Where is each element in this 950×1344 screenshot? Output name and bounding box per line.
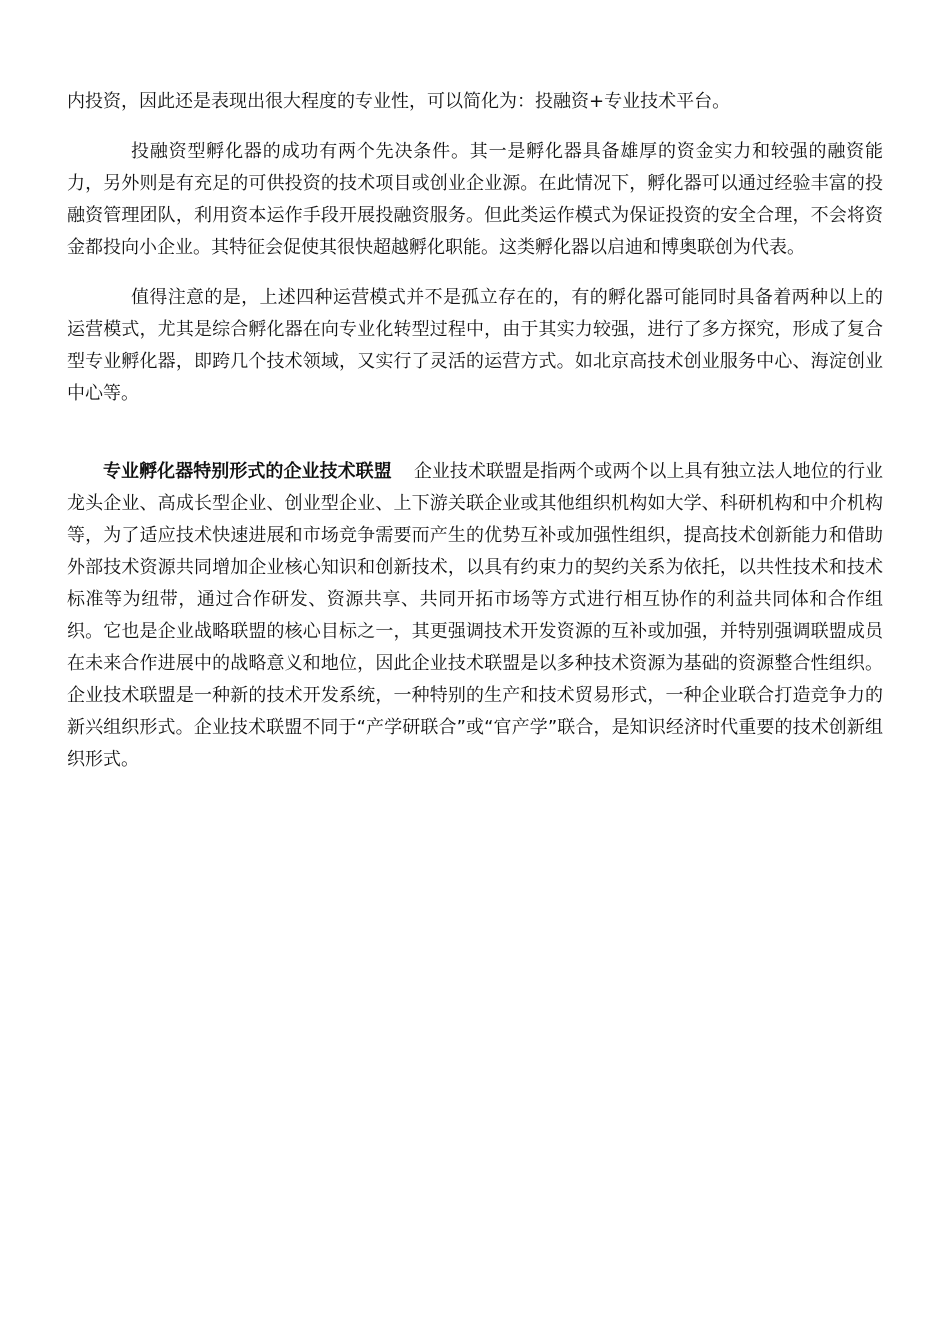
document-page [67,86,883,776]
paragraph-2: 投融资型孵化器的成功有两个先决条件。其一是孵化器具备雄厚的资金实力和较强的融资能力，另外则是有充足的可供投资的技术项目或创业企业源。在此情况下，孵化器可以通过经验丰富的投融资管理团队，利用资本运作手段开展投融资服务。但此类运作模式为保证投资的安全合理，不会将资金都投向小企业。其特征会促使其很快超越孵化职能。这类孵化器以启迪和博奥联创为代表。 [67,141,883,258]
paragraph-3: 值得注意的是，上述四种运营模式并不是孤立存在的，有的孵化器可能同时具备着两种以上的运营模式，尤其是综合孵化器在向专业化转型过程中，由于其实力较强，进行了多方探究，形成了复合型专业孵化器，即跨几个技术领域，又实行了灵活的运营方式。如北京高技术创业服务中心、海淀创业中心等。 [67,287,883,404]
section-paragraph [67,456,883,776]
paragraph-1: 内投资，因此还是表现出很大程度的专业性，可以简化为：投融资+专业技术平台。 [67,91,731,112]
section-body: 企业技术联盟是指两个或两个以上具有独立法人地位的行业龙头企业、高成长型企业、创业型企业、上下游关联企业或其他组织机构如大学、科研机构和中介机构等，为了适应技术快速进展和市场竞争需要而产生的优势互补或加强性组织，提高技术创新能力和借助外部技术资源共同增加企业核心知识和创新技术，以具有约束力的契约关系为依托，以共性技术和技术标准等为纽带，通过合作研发、资源共享、共同开拓市场等方式进行相互协作的利益共同体和合作组织。它也是企业战略联盟的核心目标之一，其更强调技术开发资源的互补或加强，并特别强调联盟成员在未来合作进展中的战略意义和地位，因此企业技术联盟是以多种技术资源为基础的资源整合性组织。企业技术联盟是一种新的技术开发系统，一种特别的生产和技术贸易形式，一种企业联合打造竞争力的新兴组织形式。企业技术联盟不同于“产学研联合”或“官产学”联合，是知识经济时代重要的技术创新组织形式。 [67,461,884,770]
section-heading: 专业孵化器特别形式的企业技术联盟 [103,461,392,482]
